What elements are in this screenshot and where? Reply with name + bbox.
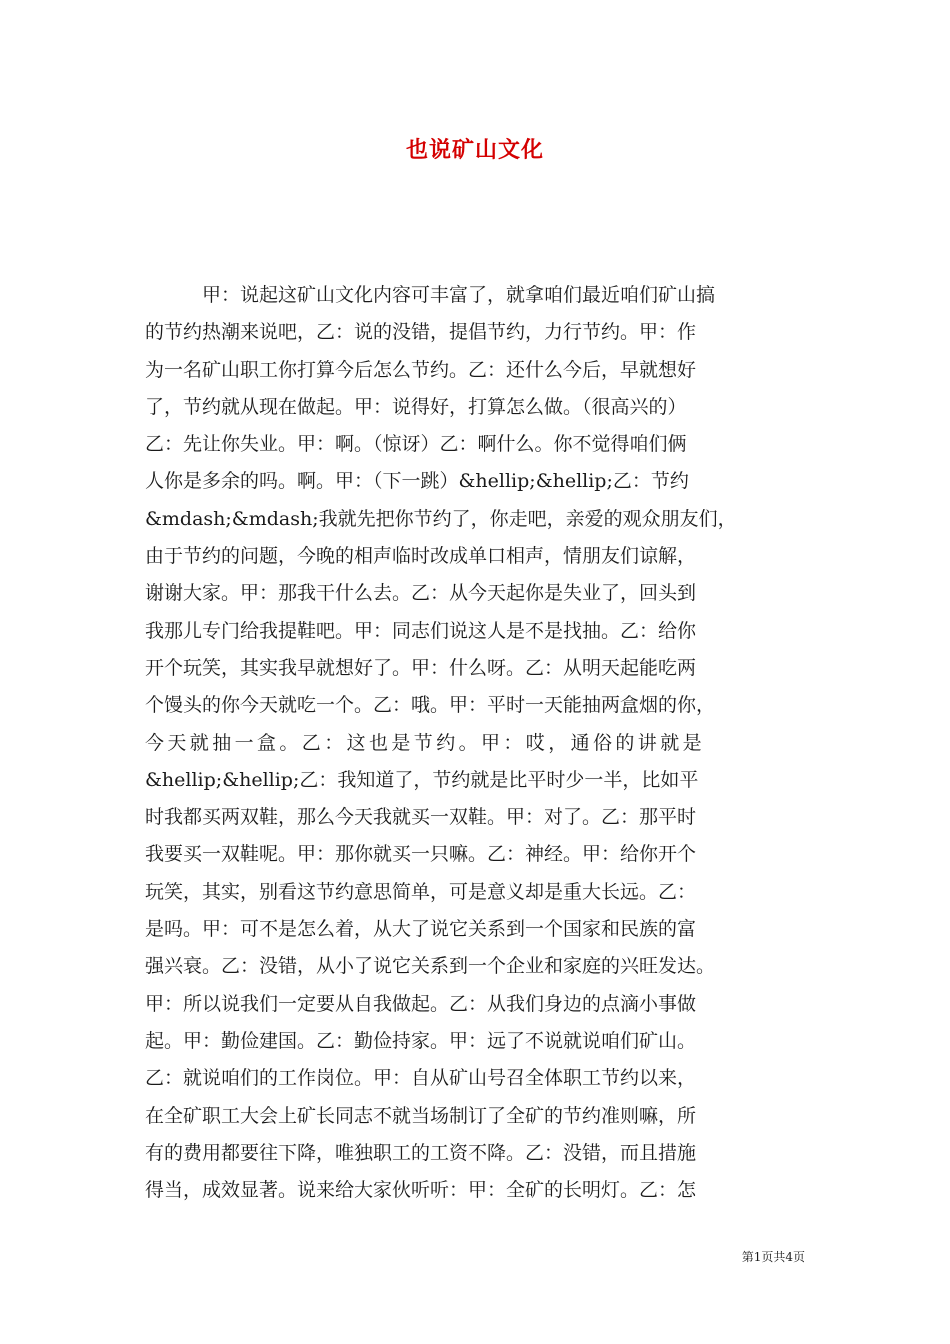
text-line: 乙：就说咱们的工作岗位。甲：自从矿山号召全体职工节约以来， (145, 1067, 697, 1090)
text-line: 谢谢大家。甲：那我干什么去。乙：从今天起你是失业了，回头到 (145, 582, 697, 605)
text-line: 为一名矿山职工你打算今后怎么节约。乙：还什么今后，早就想好 (145, 358, 697, 381)
text-line: 人你是多余的吗。啊。甲：（下一跳）&hellip;&hellip;乙：节约 (145, 470, 689, 493)
text-line: 甲：说起这矿山文化内容可丰富了，就拿咱们最近咱们矿山搞 (202, 284, 716, 306)
text-line: 我那儿专门给我提鞋吧。甲：同志们说这人是不是找抽。乙：给你 (145, 619, 697, 642)
text-line: 是吗。甲：可不是怎么着，从大了说它关系到一个国家和民族的富 (145, 918, 697, 941)
text-line: 时我都买两双鞋，那么今天我就买一双鞋。甲：对了。乙：那平时 (145, 806, 697, 829)
body-text (145, 277, 803, 1209)
text-line: 强兴衰。乙：没错，从小了说它关系到一个企业和家庭的兴旺发达。 (145, 955, 716, 978)
text-line: 由于节约的问题，今晚的相声临时改成单口相声，情朋友们谅解， (145, 545, 697, 568)
text-line: 乙：先让你失业。甲：啊。（惊讶）乙：啊什么。你不觉得咱们俩 (145, 433, 687, 456)
text-line: 的节约热潮来说吧，乙：说的没错，提倡节约，力行节约。甲：作 (145, 321, 697, 344)
text-line: 了，节约就从现在做起。甲：说得好，打算怎么做。（很高兴的） (145, 395, 687, 418)
text-line: &hellip;&hellip;乙：我知道了，节约就是比平时少一半，比如平 (145, 768, 699, 791)
text-line: 起。甲：勤俭建国。乙：勤俭持家。甲：远了不说就说咱们矿山。 (145, 1029, 697, 1052)
text-line: 开个玩笑，其实我早就想好了。甲：什么呀。乙：从明天起能吃两 (145, 656, 697, 679)
text-line: 得当，成效显著。说来给大家伙听听：甲：全矿的长明灯。乙：怎 (145, 1179, 697, 1202)
text-line: 我要买一双鞋呢。甲：那你就买一只嘛。乙：神经。甲：给你开个 (145, 843, 697, 866)
text-line: 甲：所以说我们一定要从自我做起。乙：从我们身边的点滴小事做 (145, 992, 697, 1015)
page-title: 也说矿山文化 (405, 137, 544, 163)
text-line: 有的费用都要往下降，唯独职工的工资不降。乙：没错，而且措施 (145, 1141, 697, 1164)
text-line: 个馒头的你今天就吃一个。乙：哦。甲：平时一天能抽两盒烟的你， (145, 694, 716, 717)
page-number: 第1页共4页 (741, 1250, 805, 1264)
text-line: &mdash;&mdash;我就先把你节约了，你走吧，亲爱的观众朋友们， (145, 507, 737, 530)
text-line: 今天就抽一盒。乙：这也是节约。甲：哎，通俗的讲就是 (145, 731, 706, 754)
text-line: 玩笑，其实，别看这节约意思简单，可是意义却是重大长远。乙： (145, 880, 697, 903)
text-line: 在全矿职工大会上矿长同志不就当场制订了全矿的节约准则嘛，所 (145, 1104, 697, 1127)
